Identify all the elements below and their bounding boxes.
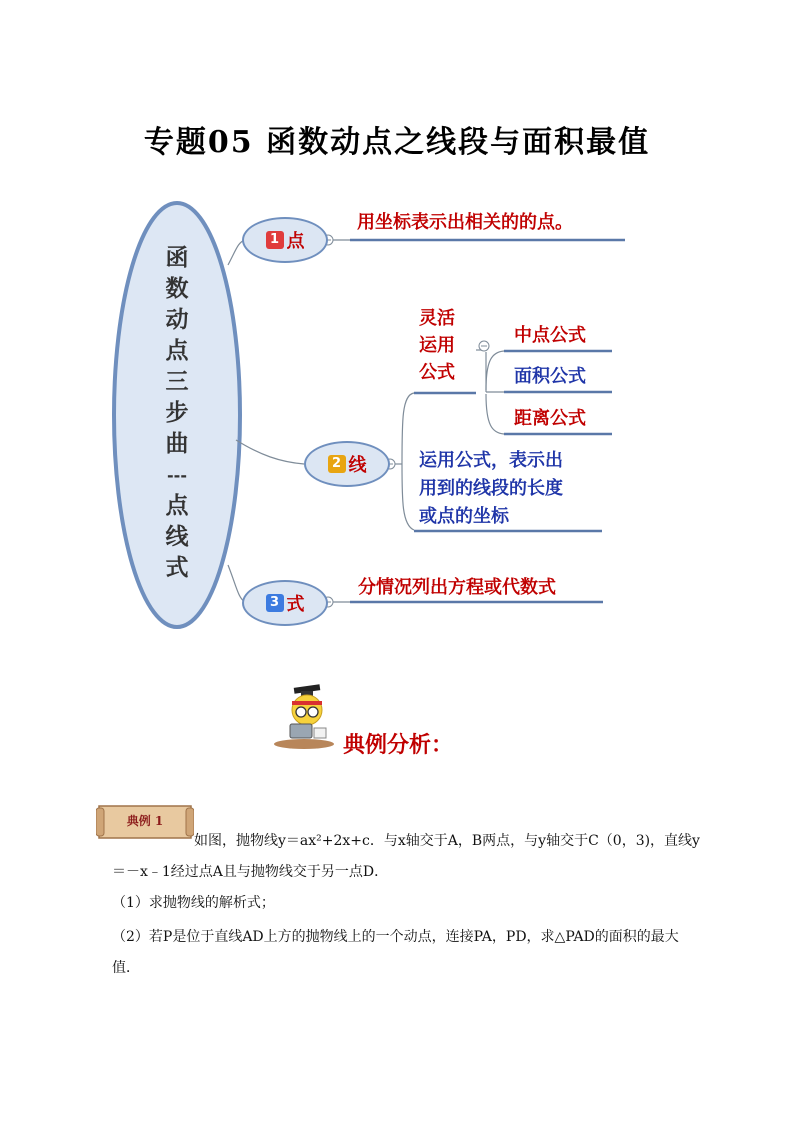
example-line-1: 如图，抛物线y＝ax²+2x+c．与x轴交于A，B两点，与y轴交于C（0，3)，直线y bbox=[194, 833, 700, 849]
central-char: 动 bbox=[165, 307, 189, 333]
expression-text: 分情况列出方程或代数式 bbox=[358, 577, 556, 598]
central-topic bbox=[159, 243, 195, 584]
central-char: 步 bbox=[165, 400, 189, 426]
central-char: --- bbox=[167, 466, 187, 485]
page-title: 专题05 函数动点之线段与面积最值 bbox=[143, 125, 651, 160]
question-1: （1）求抛物线的解析式； bbox=[112, 895, 275, 911]
central-char: 式 bbox=[165, 555, 189, 581]
point-text: 用坐标表示出相关的的点。 bbox=[357, 212, 573, 233]
node-expression bbox=[242, 580, 328, 626]
central-char: 点 bbox=[165, 493, 189, 519]
central-char: 点 bbox=[165, 338, 189, 364]
example-line-2: ＝－x﹣1经过点A且与抛物线交于另一点D． bbox=[112, 864, 389, 880]
central-char: 线 bbox=[165, 524, 189, 550]
line-text: 运用公式，表示出 用到的线段的长度 或点的坐标 bbox=[419, 450, 563, 527]
formula-midpoint: 中点公式 bbox=[514, 325, 586, 346]
line-group-label: 灵活 运用 公式 bbox=[419, 308, 455, 383]
number-badge: 1 bbox=[266, 231, 284, 249]
example-label-text: 典例 1 bbox=[126, 814, 164, 828]
question-2: （2）若P是位于直线AD上方的抛物线上的一个动点，连接PA，PD，求△PAD的面积的最大 bbox=[112, 929, 679, 945]
student-mascot-icon bbox=[272, 684, 340, 752]
central-char: 曲 bbox=[165, 431, 189, 457]
central-char: 三 bbox=[165, 369, 189, 395]
node-point bbox=[242, 217, 328, 263]
central-char: 数 bbox=[165, 276, 189, 302]
example-label bbox=[96, 803, 194, 841]
formula-distance: 距离公式 bbox=[514, 408, 586, 429]
node-label: 点 bbox=[286, 231, 305, 252]
number-badge: 2 bbox=[328, 455, 346, 473]
question-2-cont: 值． bbox=[112, 960, 140, 976]
central-char: 函 bbox=[165, 245, 189, 271]
number-badge: 3 bbox=[266, 594, 284, 612]
node-label: 式 bbox=[286, 594, 305, 615]
node-line bbox=[304, 441, 390, 487]
formula-area: 面积公式 bbox=[514, 366, 586, 387]
section-title: 典例分析： bbox=[343, 732, 454, 758]
node-label: 线 bbox=[348, 455, 367, 476]
